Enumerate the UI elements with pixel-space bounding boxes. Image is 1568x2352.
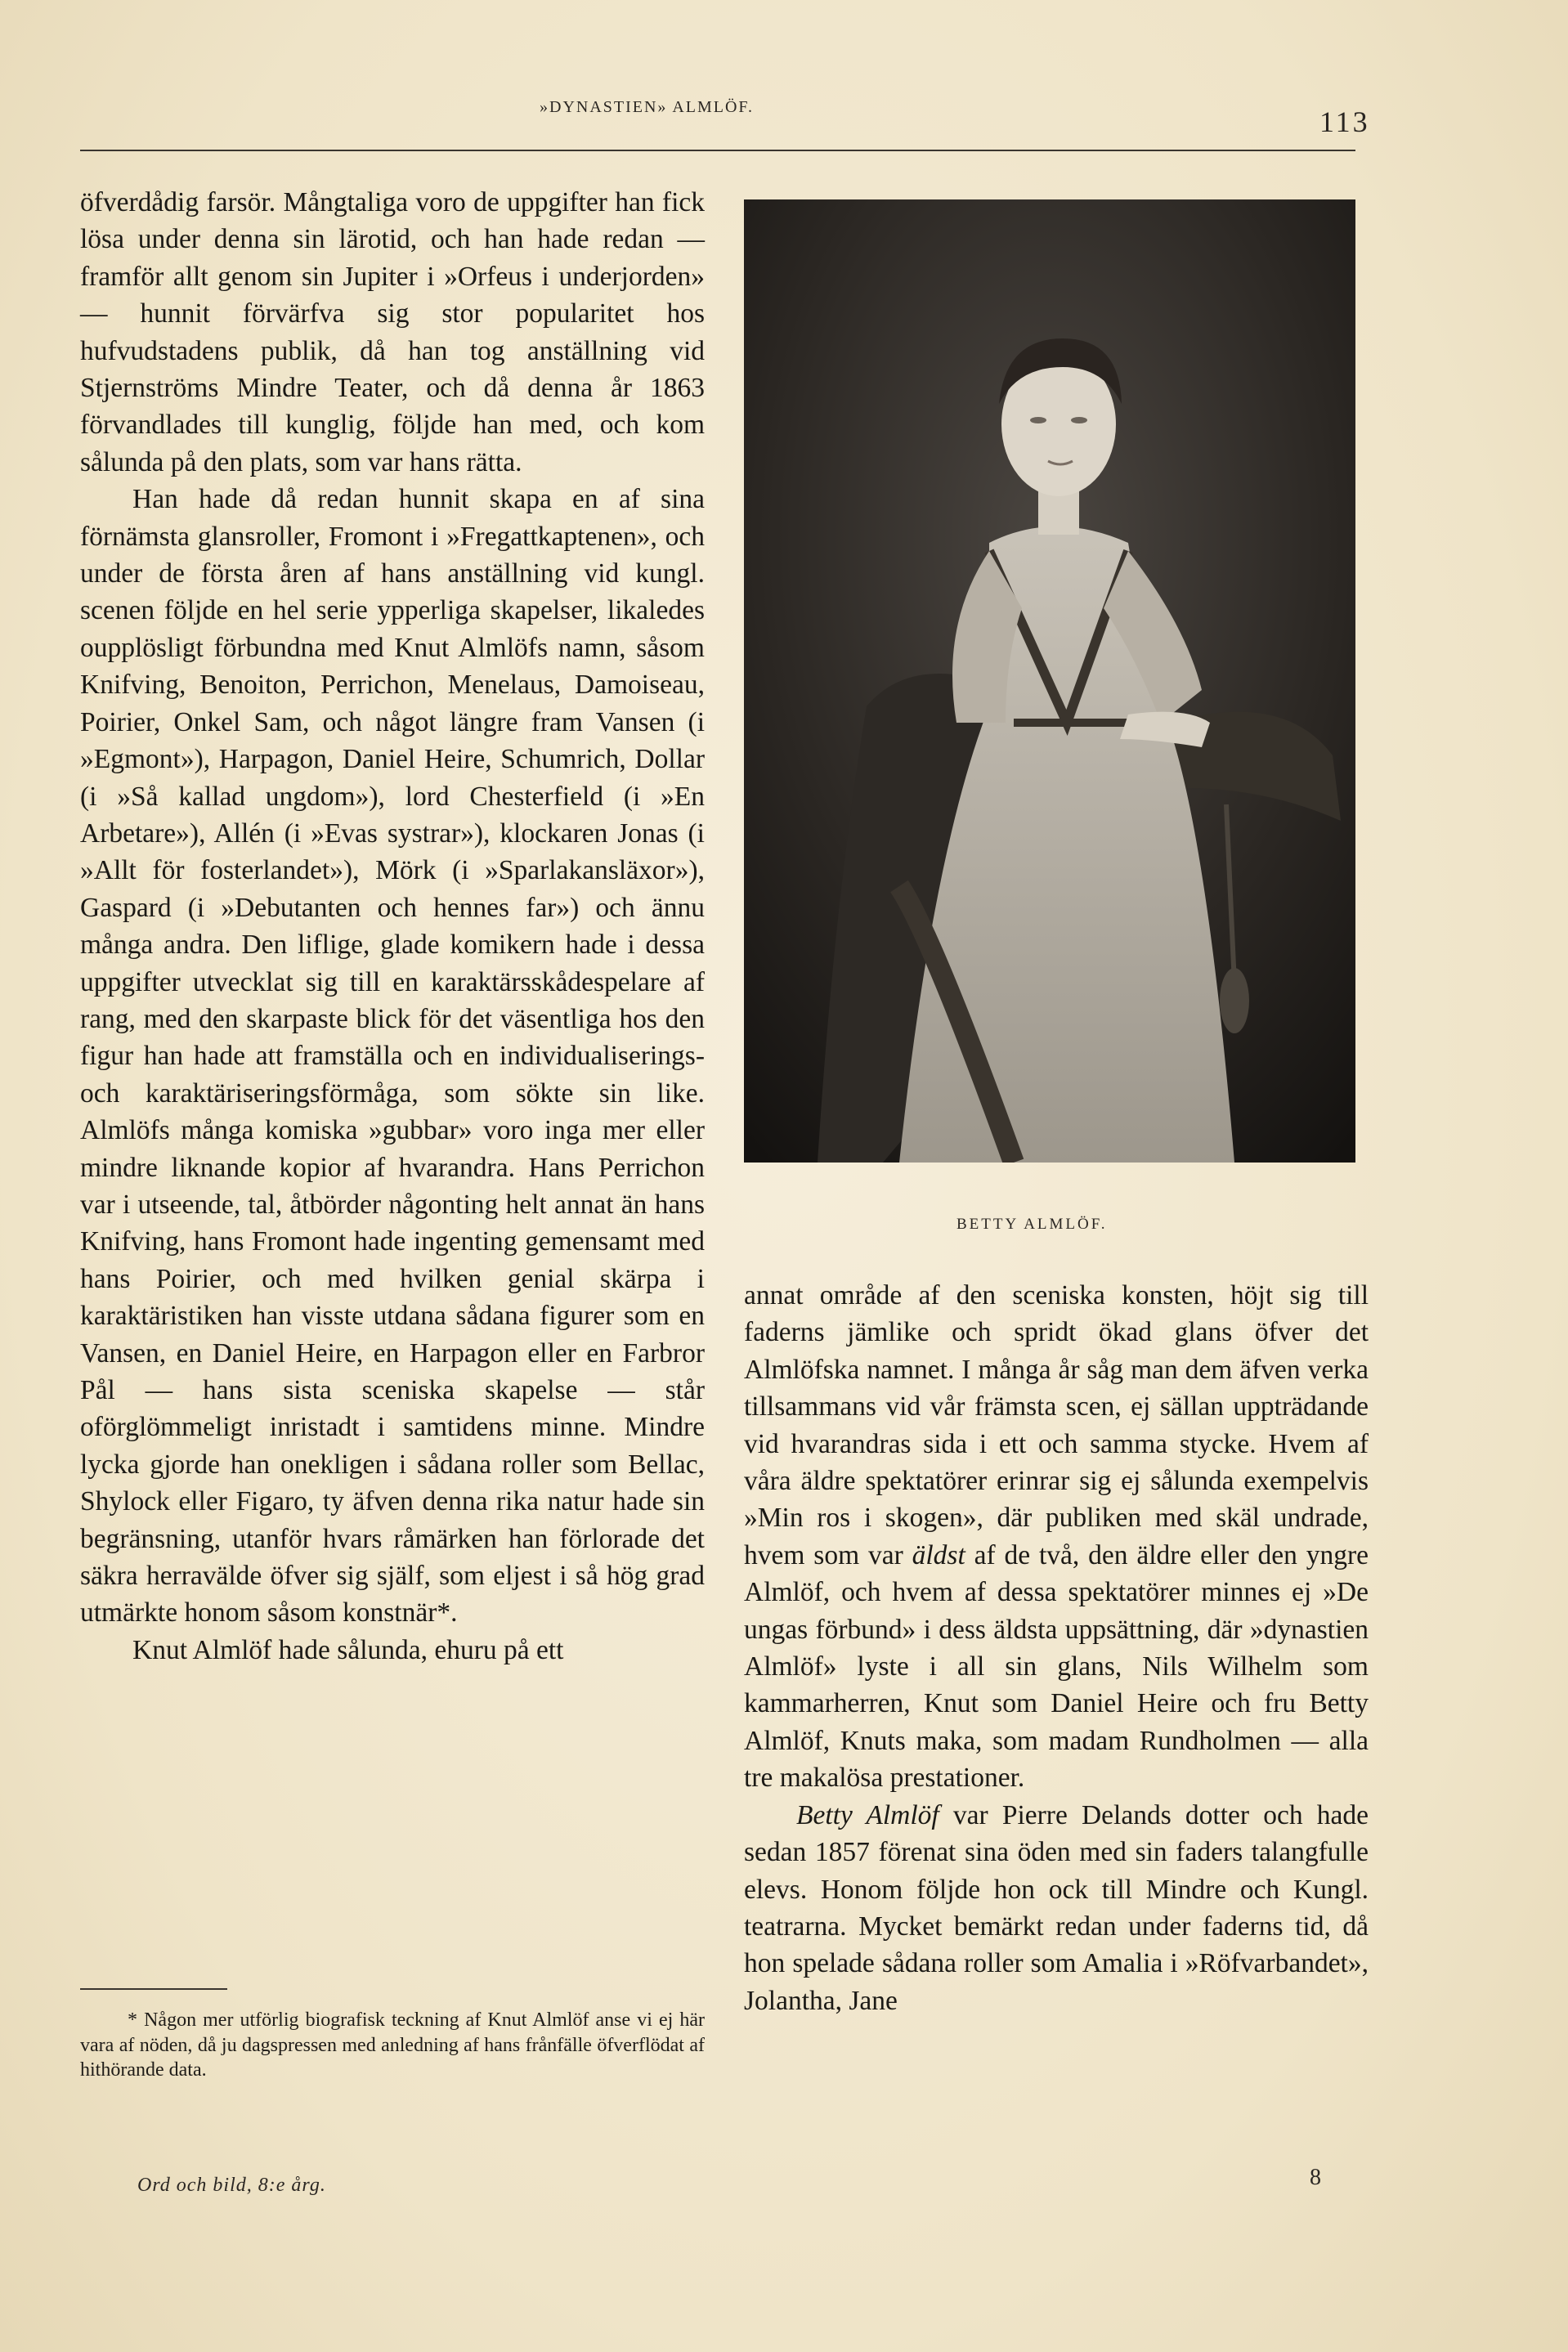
paragraph-text: af de två, den äldre eller den yngre Almlöf, och hvem af dessa spektatörer minnes ej »De ungas förbund» i dess äldsta uppsättning, där »dynastien Almlöf» lyste i all sin glans, Nils Wilhelm som kammarherren, Knut som Daniel Heire och fru Betty Almlöf, Knuts maka, som madam Rundholmen — alla tre makalösa prestationer.: [744, 1539, 1369, 1794]
paragraph: [744, 1277, 1369, 1797]
emphasis: Betty Almlöf: [796, 1799, 939, 1830]
footnote-text: Någon mer utförlig biografisk teckning af Knut Almlöf anse vi ej här vara af nöden, då ju dagspressen med anledning af hans frånfälle öfverflödat af hithörande data.: [80, 2009, 706, 2081]
right-column: [744, 1277, 1369, 2019]
paragraph-text: annat område af den sceniska konsten, höjt sig till faderns jämlike och spridt ökad glans öfver det Almlöfska namnet. I många år såg man dem äfven verka tillsammans vid vår främsta scen, ej sällan uppträdande vid hvarandras sida i ett och samma stycke. Hvem af våra äldre spektatörer erinrar sig ej sålunda exempelvis »Min ros i skogen», där publiken med skäl undrade, hvem som var: [744, 1280, 1369, 1570]
paragraph: [744, 1797, 1369, 2019]
footnote-marker: *: [128, 2009, 137, 2031]
photo-caption: BETTY ALMLÖF.: [956, 1216, 1108, 1233]
footnote: [80, 2008, 705, 2083]
footnote-rule: [80, 1988, 227, 1990]
signature: Ord och bild, 8:e årg.: [137, 2175, 326, 2196]
emphasis: äldst: [912, 1539, 965, 1570]
paragraph-text: var Pierre Delands dotter och hade sedan 1857 förenat sina öden med sin faders talangfulle elevs. Honom följde hon ock till Mindre och Kungl. teatrarna. Mycket bemärkt redan under faderns tid, då hon spelade sådana roller som Amalia i »Röfvarbandet», Jolantha, Jane: [744, 1799, 1369, 2016]
portrait-photo: [744, 199, 1355, 1163]
running-head: »DYNASTIEN» ALMLÖF.: [540, 98, 754, 116]
paragraph: Knut Almlöf hade sålunda, ehuru på ett: [132, 1634, 564, 1665]
sheet-number: 8: [1310, 2165, 1321, 2190]
paragraph: Han hade då redan hunnit skapa en af sina förnämsta glansroller, Fromont i »Fregattkaptenen», och under de första åren af hans anställning vid kungl. scenen följde en hel serie ypperliga skapelser, likaledes oupplösligt förbundna med Knut Almlöfs namn, såsom Knifving, Benoiton, Perrichon, Menelaus, Damoiseau, Poirier, Onkel Sam, och något längre fram Vansen (i »Egmont»), Harpagon, Daniel Heire, Schumrich, Dollar (i »Så kallad ungdom»), lord Chesterfield (i »En Arbetare»), Allén (i »Evas systrar»), klockaren Jonas (i »Allt för fosterlandet»), Mörk (i »Sparlakansläxor»), Gaspard (i »Debutanten och hennes far») och ännu många andra. Den liflige, glade komikern hade i dessa uppgifter utvecklat sig till en karaktärsskådespelare af rang, med den skarpaste blick för det väsentliga hos den figur han hade att framställa och en individualiserings- och karaktäriseringsförmåga, som sökte sin like. Almlöfs många komiska »gubbar» voro inga mer eller mindre liknande kopior af hvarandra. Hans Perrichon var i utseende, tal, åtbörder någonting helt annat än hans Knifving, hans Fromont hade ingenting gemensamt med hans Poirier, och med hvilken genial skärpa i karaktäristiken han visste utdana sådana figurer som en Vansen, en Daniel Heire, en Harpagon eller en Farbror Pål — hans sista sceniska skapelse — står oförglömmeligt inristadt i samtidens minne. Mindre lycka gjorde han onekligen i sådana roller som Bellac, Shylock eller Figaro, ty äfven denna rika natur hade sin begränsning, utanför hvars råmärken han förlorade det säkra herravälde öfver sig själf, som eljest i så hög grad utmärkte honom såsom konstnär*.: [80, 484, 705, 1628]
paragraph: öfverdådig farsör. Mångtaliga voro de uppgifter han fick lösa under denna sin lärotid, och han hade redan — framför allt genom sin Jupiter i »Orfeus i underjorden» — hunnit förvärfva sig stor popularitet hos hufvudstadens publik, då han tog anställning vid Stjernströms Mindre Teater, och då denna år 1863 förvandlades till kunglig, följde han med, och kom sålunda på den plats, som var hans rätta.: [80, 187, 705, 477]
portrait-illustration: [744, 199, 1355, 1163]
header-rule: [80, 150, 1355, 151]
page-number: 113: [1319, 105, 1370, 138]
left-column: [80, 184, 705, 1669]
